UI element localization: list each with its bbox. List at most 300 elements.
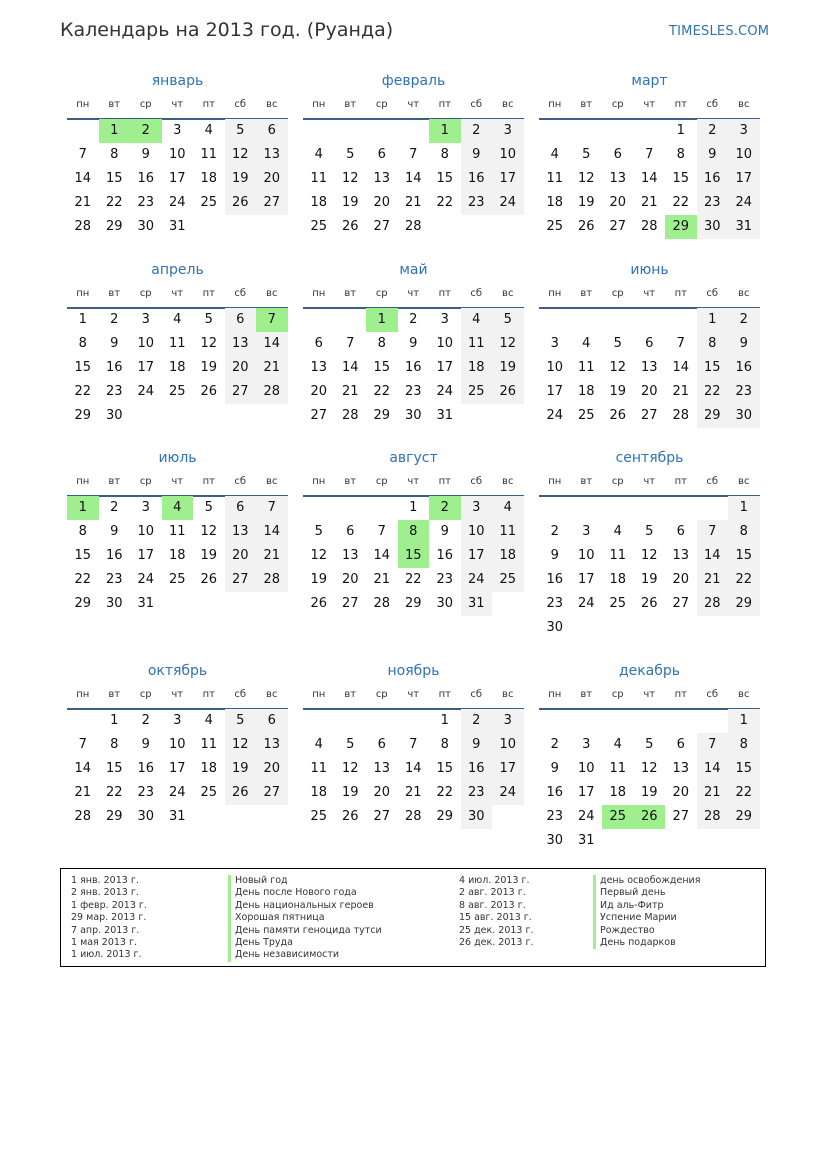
day-cell: 7	[256, 496, 288, 520]
weekday-label: чт	[171, 689, 184, 700]
day-cell: 21	[74, 195, 92, 210]
day-cell: 14	[373, 548, 391, 563]
day-cell: 16	[105, 360, 123, 375]
day-cell: 2	[550, 737, 559, 752]
day-cell: 25	[609, 596, 627, 611]
day-cell: 10	[546, 360, 564, 375]
day-cell: 4	[582, 336, 591, 351]
month-name: октябрь	[147, 663, 208, 679]
weekday-label: чт	[643, 288, 656, 299]
weekday-label: ср	[139, 476, 152, 487]
weekday-label: вс	[502, 476, 514, 487]
day-cell: 22	[436, 195, 454, 210]
day-cell: 6	[377, 147, 386, 162]
day-cell: 23	[436, 572, 454, 587]
day-cell: 29	[74, 408, 92, 423]
day-cell: 19	[577, 195, 595, 210]
day-cell: 14	[404, 171, 422, 186]
day-cell: 19	[200, 360, 218, 375]
day-cell: 23	[105, 384, 123, 399]
day-cell: 28	[256, 568, 288, 592]
day-cell: 26	[225, 781, 257, 805]
day-cell: 9	[110, 524, 119, 539]
weekday-label: ср	[375, 476, 388, 487]
month-name: август	[389, 450, 438, 466]
day-cell: 20	[341, 572, 359, 587]
day-cell: 6	[613, 147, 622, 162]
weekday-label: ср	[375, 99, 388, 110]
weekday-label: пн	[312, 689, 326, 700]
day-cell: 22	[74, 384, 92, 399]
weekday-label: сб	[470, 99, 483, 110]
month-name: апрель	[151, 262, 204, 278]
day-cell: 8	[440, 737, 449, 752]
weekday-label: вс	[502, 288, 514, 299]
day-cell: 5	[346, 737, 355, 752]
weekday-label: вт	[580, 476, 593, 487]
day-cell: 21	[373, 572, 391, 587]
day-cell: 19	[609, 384, 627, 399]
day-cell: 24	[461, 568, 493, 592]
holiday-day-cell: 2	[429, 496, 461, 520]
weekday-label: пт	[202, 99, 215, 110]
weekday-label: сб	[706, 99, 719, 110]
day-cell: 1	[728, 496, 760, 520]
day-cell: 12	[640, 761, 658, 776]
day-cell: 27	[672, 596, 690, 611]
weekday-label: вт	[580, 288, 593, 299]
day-cell: 28	[256, 380, 288, 404]
day-cell: 20	[373, 195, 391, 210]
weekday-label: ср	[375, 689, 388, 700]
weekday-label: пн	[548, 288, 562, 299]
day-cell: 30	[137, 809, 155, 824]
day-cell: 21	[404, 195, 422, 210]
day-cell: 24	[168, 785, 186, 800]
day-cell: 2	[141, 713, 150, 728]
day-cell: 6	[225, 496, 257, 520]
holiday-legend	[60, 868, 766, 967]
day-cell: 21	[256, 356, 288, 380]
day-cell: 13	[609, 171, 627, 186]
day-cell: 30	[728, 404, 760, 428]
day-cell: 2	[461, 119, 493, 143]
day-cell: 27	[256, 781, 288, 805]
day-cell: 23	[546, 596, 564, 611]
weekday-label: пт	[438, 99, 451, 110]
day-cell: 14	[74, 171, 92, 186]
day-cell: 1	[728, 709, 760, 733]
weekday-label: пн	[76, 476, 90, 487]
weekday-label: вс	[738, 689, 750, 700]
legend-names-left	[235, 875, 382, 962]
day-cell: 26	[609, 408, 627, 423]
day-cell: 26	[492, 380, 524, 404]
day-cell: 28	[404, 809, 422, 824]
month-divider	[539, 495, 760, 497]
day-cell: 1	[409, 500, 418, 515]
day-cell: 24	[492, 191, 524, 215]
day-cell: 23	[461, 781, 493, 805]
day-cell: 12	[225, 143, 257, 167]
day-cell: 31	[436, 408, 454, 423]
day-cell: 18	[310, 195, 328, 210]
day-cell: 11	[546, 171, 564, 186]
weekday-label: ср	[139, 689, 152, 700]
day-cell: 17	[492, 167, 524, 191]
day-cell: 13	[225, 520, 257, 544]
day-cell: 13	[672, 548, 690, 563]
day-cell: 28	[672, 408, 690, 423]
legend-color-bar	[593, 875, 596, 949]
weekday-label: чт	[171, 99, 184, 110]
day-cell: 21	[697, 781, 729, 805]
day-cell: 1	[440, 713, 449, 728]
day-cell: 27	[609, 219, 627, 234]
legend-holiday-name: Хорошая пятница	[235, 912, 325, 924]
legend-date: 26 дек. 2013 г.	[459, 937, 534, 949]
day-cell: 23	[137, 785, 155, 800]
day-cell: 18	[200, 171, 218, 186]
weekday-label: пт	[202, 476, 215, 487]
day-cell: 10	[492, 733, 524, 757]
day-cell: 24	[137, 572, 155, 587]
day-cell: 6	[225, 308, 257, 332]
day-cell: 27	[310, 408, 328, 423]
day-cell: 18	[168, 548, 186, 563]
weekday-label: пт	[674, 689, 687, 700]
day-cell: 27	[373, 219, 391, 234]
day-cell: 13	[341, 548, 359, 563]
legend-holiday-name: День после Нового года	[235, 887, 357, 899]
day-cell: 6	[256, 709, 288, 733]
weekday-label: пн	[548, 476, 562, 487]
day-cell: 11	[609, 761, 627, 776]
day-cell: 29	[74, 596, 92, 611]
day-cell: 18	[200, 761, 218, 776]
weekday-label: чт	[171, 288, 184, 299]
legend-dates-left	[71, 875, 147, 962]
day-cell: 28	[74, 809, 92, 824]
day-cell: 27	[672, 809, 690, 824]
day-cell: 22	[728, 568, 760, 592]
day-cell: 12	[492, 332, 524, 356]
legend-dates-right	[459, 875, 534, 949]
day-cell: 24	[436, 384, 454, 399]
day-cell: 31	[137, 596, 155, 611]
day-cell: 21	[404, 785, 422, 800]
weekday-label: вт	[108, 288, 121, 299]
day-cell: 19	[225, 757, 257, 781]
legend-holiday-name: Успение Марии	[600, 912, 677, 924]
day-cell: 30	[105, 596, 123, 611]
day-cell: 15	[105, 171, 123, 186]
day-cell: 19	[200, 548, 218, 563]
day-cell: 7	[645, 147, 654, 162]
day-cell: 10	[492, 143, 524, 167]
day-cell: 27	[373, 809, 391, 824]
day-cell: 4	[173, 312, 182, 327]
day-cell: 12	[341, 171, 359, 186]
day-cell: 5	[582, 147, 591, 162]
day-cell: 30	[105, 408, 123, 423]
day-cell: 11	[492, 520, 524, 544]
day-cell: 29	[697, 404, 729, 428]
day-cell: 15	[672, 171, 690, 186]
day-cell: 28	[74, 219, 92, 234]
day-cell: 18	[310, 785, 328, 800]
day-cell: 3	[173, 123, 182, 138]
legend-date: 4 июл. 2013 г.	[459, 875, 530, 886]
day-cell: 29	[436, 809, 454, 824]
day-cell: 2	[550, 524, 559, 539]
day-cell: 8	[728, 733, 760, 757]
month-name: сентябрь	[615, 450, 684, 466]
day-cell: 14	[697, 544, 729, 568]
month-name: май	[399, 262, 428, 278]
day-cell: 9	[440, 524, 449, 539]
day-cell: 3	[440, 312, 449, 327]
day-cell: 23	[461, 191, 493, 215]
day-cell: 13	[256, 143, 288, 167]
day-cell: 8	[78, 524, 87, 539]
day-cell: 3	[728, 119, 760, 143]
day-cell: 9	[461, 143, 493, 167]
day-cell: 14	[697, 757, 729, 781]
day-cell: 10	[577, 548, 595, 563]
day-cell: 15	[373, 360, 391, 375]
day-cell: 16	[461, 167, 493, 191]
day-cell: 22	[373, 384, 391, 399]
day-cell: 6	[676, 524, 685, 539]
day-cell: 20	[225, 544, 257, 568]
day-cell: 27	[225, 568, 257, 592]
day-cell: 22	[728, 781, 760, 805]
day-cell: 30	[436, 596, 454, 611]
day-cell: 19	[225, 167, 257, 191]
day-cell: 23	[105, 572, 123, 587]
day-cell: 8	[110, 147, 119, 162]
day-cell: 10	[577, 761, 595, 776]
day-cell: 23	[697, 191, 729, 215]
day-cell: 7	[697, 520, 729, 544]
day-cell: 12	[310, 548, 328, 563]
page-title: Календарь на 2013 год. (Руанда)	[60, 19, 394, 41]
day-cell: 9	[409, 336, 418, 351]
day-cell: 31	[728, 215, 760, 239]
day-cell: 7	[377, 524, 386, 539]
day-cell: 19	[492, 356, 524, 380]
legend-holiday-name: День национальных героев	[235, 899, 374, 911]
day-cell: 5	[613, 336, 622, 351]
day-cell: 25	[200, 785, 218, 800]
day-cell: 29	[373, 408, 391, 423]
holiday-day-cell: 2	[130, 119, 162, 143]
day-cell: 20	[256, 167, 288, 191]
day-cell: 6	[346, 524, 355, 539]
weekday-label: чт	[407, 689, 420, 700]
day-cell: 18	[609, 785, 627, 800]
holiday-day-cell: 4	[162, 496, 194, 520]
day-cell: 30	[404, 408, 422, 423]
day-cell: 11	[168, 524, 186, 539]
day-cell: 17	[492, 757, 524, 781]
weekday-label: ср	[139, 288, 152, 299]
weekday-label: сб	[234, 288, 247, 299]
day-cell: 14	[341, 360, 359, 375]
legend-date: 1 февр. 2013 г.	[71, 899, 147, 911]
legend-holiday-name: День подарков	[600, 937, 676, 949]
weekday-label: пн	[76, 288, 90, 299]
day-cell: 2	[110, 312, 119, 327]
day-cell: 30	[137, 219, 155, 234]
weekday-label: вс	[738, 288, 750, 299]
day-cell: 14	[672, 360, 690, 375]
day-cell: 22	[436, 785, 454, 800]
legend-date: 29 мар. 2013 г.	[71, 912, 147, 924]
day-cell: 3	[492, 709, 524, 733]
day-cell: 1	[697, 308, 729, 332]
day-cell: 20	[310, 384, 328, 399]
day-cell: 28	[640, 219, 658, 234]
weekday-label: пн	[548, 689, 562, 700]
weekday-label: сб	[234, 476, 247, 487]
day-cell: 25	[461, 380, 493, 404]
day-cell: 24	[728, 191, 760, 215]
day-cell: 7	[346, 336, 355, 351]
day-cell: 3	[582, 524, 591, 539]
day-cell: 17	[436, 360, 454, 375]
weekday-label: пн	[312, 99, 326, 110]
weekday-label: пн	[548, 99, 562, 110]
day-cell: 2	[110, 500, 119, 515]
day-cell: 21	[640, 195, 658, 210]
weekday-label: ср	[375, 288, 388, 299]
day-cell: 1	[110, 713, 119, 728]
day-cell: 18	[546, 195, 564, 210]
day-cell: 7	[676, 336, 685, 351]
legend-date: 25 дек. 2013 г.	[459, 924, 534, 936]
month-name: июнь	[630, 262, 669, 278]
day-cell: 20	[672, 572, 690, 587]
day-cell: 5	[225, 709, 257, 733]
day-cell: 28	[373, 596, 391, 611]
legend-holiday-name: Первый день	[600, 887, 666, 899]
day-cell: 2	[409, 312, 418, 327]
day-cell: 16	[697, 167, 729, 191]
holiday-day-cell: 1	[67, 496, 99, 520]
day-cell: 12	[200, 336, 218, 351]
day-cell: 22	[105, 195, 123, 210]
day-cell: 27	[225, 380, 257, 404]
day-cell: 5	[346, 147, 355, 162]
day-cell: 5	[225, 119, 257, 143]
day-cell: 16	[461, 757, 493, 781]
day-cell: 10	[137, 336, 155, 351]
month-name: март	[631, 73, 668, 89]
weekday-label: сб	[706, 689, 719, 700]
day-cell: 26	[200, 572, 218, 587]
day-cell: 16	[546, 785, 564, 800]
day-cell: 3	[173, 713, 182, 728]
day-cell: 27	[640, 408, 658, 423]
holiday-day-cell: 15	[398, 544, 430, 568]
weekday-label: пт	[202, 288, 215, 299]
day-cell: 5	[492, 308, 524, 332]
day-cell: 2	[728, 308, 760, 332]
day-cell: 30	[546, 833, 564, 848]
day-cell: 26	[577, 219, 595, 234]
legend-holiday-name: День памяти геноцида тутси	[235, 924, 382, 936]
day-cell: 19	[640, 572, 658, 587]
site-link[interactable]: TIMESLES.COM	[669, 24, 770, 39]
day-cell: 16	[404, 360, 422, 375]
day-cell: 10	[728, 143, 760, 167]
day-cell: 11	[168, 336, 186, 351]
day-cell: 25	[577, 408, 595, 423]
day-cell: 24	[546, 408, 564, 423]
legend-date: 15 авг. 2013 г.	[459, 912, 532, 924]
day-cell: 19	[310, 572, 328, 587]
day-cell: 28	[341, 408, 359, 423]
day-cell: 25	[492, 568, 524, 592]
weekday-label: чт	[407, 288, 420, 299]
legend-date: 1 мая 2013 г.	[71, 937, 137, 949]
day-cell: 12	[640, 548, 658, 563]
day-cell: 9	[110, 336, 119, 351]
weekday-label: ср	[611, 99, 624, 110]
day-cell: 10	[168, 737, 186, 752]
day-cell: 22	[74, 572, 92, 587]
day-cell: 29	[728, 592, 760, 616]
day-cell: 28	[697, 592, 729, 616]
day-cell: 18	[168, 360, 186, 375]
day-cell: 15	[74, 360, 92, 375]
day-cell: 3	[492, 119, 524, 143]
day-cell: 3	[582, 737, 591, 752]
day-cell: 27	[341, 596, 359, 611]
day-cell: 5	[645, 737, 654, 752]
day-cell: 9	[697, 143, 729, 167]
day-cell: 5	[645, 524, 654, 539]
day-cell: 15	[436, 171, 454, 186]
day-cell: 25	[310, 809, 328, 824]
holiday-day-cell: 8	[398, 520, 430, 544]
day-cell: 9	[728, 332, 760, 356]
day-cell: 18	[609, 572, 627, 587]
legend-holiday-name: день освобождения	[600, 875, 701, 886]
day-cell: 13	[225, 332, 257, 356]
weekday-label: чт	[407, 476, 420, 487]
day-cell: 4	[492, 496, 524, 520]
weekday-label: пт	[438, 689, 451, 700]
day-cell: 14	[256, 520, 288, 544]
day-cell: 18	[577, 384, 595, 399]
day-cell: 1	[676, 123, 685, 138]
day-cell: 19	[640, 785, 658, 800]
day-cell: 30	[461, 805, 493, 829]
legend-holiday-name: Ид аль-Фитр	[600, 899, 664, 911]
day-cell: 17	[168, 171, 186, 186]
day-cell: 4	[550, 147, 559, 162]
holiday-day-cell: 1	[429, 119, 461, 143]
month-name: январь	[151, 73, 204, 89]
day-cell: 16	[436, 548, 454, 563]
day-cell: 15	[105, 761, 123, 776]
day-cell: 9	[141, 737, 150, 752]
weekday-label: вт	[108, 99, 121, 110]
day-cell: 14	[256, 332, 288, 356]
